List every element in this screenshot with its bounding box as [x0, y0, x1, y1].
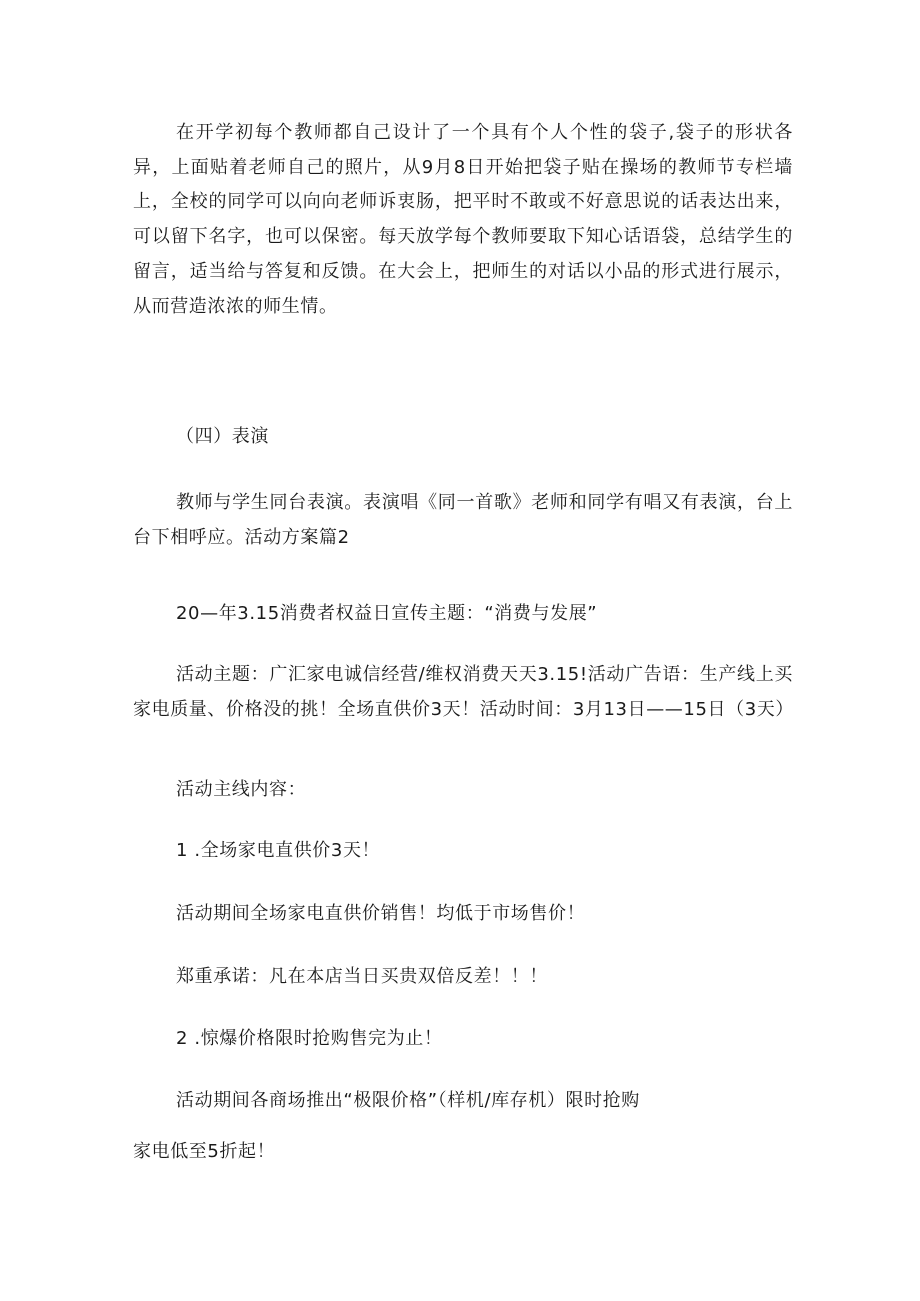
paragraph-theme-315: 20—年3.15消费者权益日宣传主题：“消费与发展” [176, 603, 598, 624]
section-heading-performance: （四）表演 [176, 426, 269, 447]
paragraph-limit-price: 活动期间各商场推出“极限价格”（样机/库存机）限时抢购 [176, 1090, 640, 1111]
list-item-1: 1 .全场家电直供价3天！ [176, 840, 381, 861]
list-item-2: 2 .惊爆价格限时抢购售完为止！ [176, 1028, 443, 1049]
paragraph-main-content-heading: 活动主线内容： [176, 779, 307, 800]
paragraph-performance: 教师与学生同台表演。表演唱《同一首歌》老师和同学有唱又有表演，台上台下相呼应。活动方案篇2 [133, 492, 793, 548]
paragraph-direct-price: 活动期间全场家电直供价销售！均低于市场售价！ [176, 903, 586, 924]
paragraph-activity-theme: 活动主题：广汇家电诚信经营/维权消费天天3.15!活动广告语：生产线上买家电质量、价格没的挑！全场直供价3天！活动时间：3月13日——15日（3天） [133, 664, 794, 720]
paragraph-promise: 郑重承诺：凡在本店当日买贵双倍反差！！！ [176, 966, 548, 987]
paragraph-teacher-bags: 在开学初每个教师都自己设计了一个具有个人个性的袋子,袋子的形状各异，上面贴着老师自己的照片，从9月8日开始把袋子贴在操场的教师节专栏墙上，全校的同学可以向向老师诉衷肠，把平时不敢或不好意思说的话表达出来，可以留下名字，也可以保密。每天放学每个教师要取下知心话语袋，总结学生的留言，适当给与答复和反馈。在大会上，把师生的对话以小品的形式进行展示，从而营造浓浓的师生情。 [133, 122, 793, 317]
paragraph-discount: 家电低至5折起！ [133, 1141, 276, 1162]
